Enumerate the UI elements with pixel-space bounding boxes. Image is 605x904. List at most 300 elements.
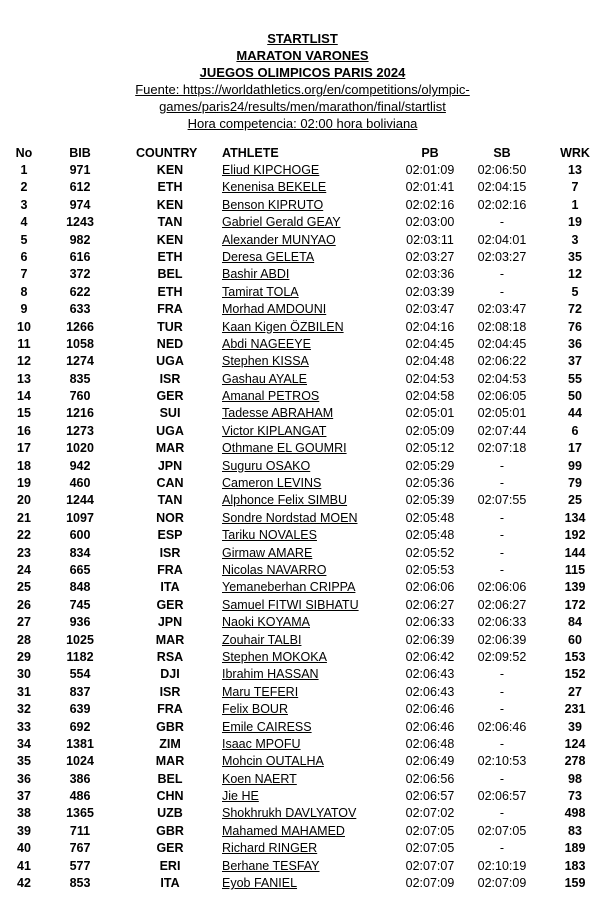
row-no: 34	[17, 736, 31, 751]
row-sb: 02:07:44	[477, 423, 527, 438]
row-no: 13	[17, 371, 31, 386]
row-sb: -	[499, 684, 505, 699]
row-pb: 02:05:48	[405, 528, 455, 543]
athlete-link[interactable]: Tadesse ABRAHAM	[222, 406, 334, 421]
row-sb: -	[499, 528, 505, 543]
athlete-link[interactable]: Tamirat TOLA	[222, 284, 299, 299]
row-country: FRA	[157, 302, 183, 317]
row-pb: 02:04:16	[405, 319, 455, 334]
table-row	[0, 684, 605, 701]
row-wrk: 498	[564, 806, 586, 821]
row-wrk: 13	[568, 163, 582, 177]
athlete-link[interactable]: Stephen MOKOKA	[222, 649, 327, 664]
athlete-link[interactable]: Jie HE	[222, 789, 259, 804]
row-bib: 1244	[66, 493, 94, 508]
row-sb: 02:08:18	[477, 319, 527, 334]
table-row	[0, 492, 605, 509]
col-header-pb: PB	[421, 146, 439, 160]
row-pb: 02:01:41	[405, 180, 455, 195]
table-row	[0, 579, 605, 596]
row-wrk: 99	[568, 458, 582, 473]
table-row	[0, 545, 605, 562]
row-no: 31	[17, 684, 31, 699]
row-bib: 577	[69, 858, 91, 873]
row-country: NED	[156, 336, 184, 351]
source-link-line2[interactable]: games/paris24/results/men/marathon/final/startlist	[159, 99, 446, 114]
row-pb: 02:06:57	[405, 789, 455, 804]
startlist-table	[0, 145, 605, 892]
row-bib: 1024	[66, 754, 94, 769]
row-pb: 02:07:05	[405, 841, 455, 856]
row-wrk: 60	[568, 632, 582, 647]
row-pb: 02:06:43	[405, 667, 455, 682]
row-bib: 711	[69, 823, 91, 838]
row-pb: 02:05:36	[405, 476, 455, 491]
row-no: 14	[17, 389, 31, 404]
row-no: 29	[17, 649, 31, 664]
row-bib: 760	[69, 389, 91, 404]
athlete-link[interactable]: Isaac MPOFU	[222, 736, 301, 751]
row-bib: 665	[69, 562, 91, 577]
row-sb: -	[499, 702, 505, 717]
row-bib: 554	[69, 667, 91, 682]
row-country: TAN	[157, 493, 183, 508]
row-no: 40	[17, 841, 31, 856]
athlete-link[interactable]: Girmaw AMARE	[222, 545, 313, 560]
row-wrk: 7	[571, 180, 579, 195]
row-pb: 02:05:12	[405, 441, 455, 456]
row-wrk: 144	[564, 545, 586, 560]
row-pb: 02:05:48	[405, 510, 455, 525]
row-bib: 1025	[66, 632, 94, 647]
table-row	[0, 753, 605, 770]
row-bib: 767	[69, 841, 91, 856]
row-sb: 02:04:15	[477, 180, 527, 195]
row-bib: 460	[69, 476, 91, 491]
row-pb: 02:03:00	[405, 215, 455, 230]
athlete-link[interactable]: Suguru OSAKO	[222, 458, 311, 473]
row-bib: 386	[69, 771, 91, 786]
row-bib: 1381	[66, 736, 94, 751]
row-wrk: 6	[571, 423, 579, 438]
row-country: ETH	[157, 180, 183, 195]
row-wrk: 84	[568, 615, 582, 630]
games-title: JUEGOS OLIMPICOS PARIS 2024	[199, 65, 406, 80]
table-body	[0, 162, 605, 892]
row-sb: 02:06:39	[477, 632, 527, 647]
athlete-link[interactable]: Yemaneberhan CRIPPA	[222, 580, 356, 595]
row-pb: 02:02:16	[405, 197, 455, 212]
table-row	[0, 875, 605, 892]
source-link-line1[interactable]: Fuente: https://worldathletics.org/en/competitions/olympic-	[135, 82, 470, 97]
row-sb: 02:07:55	[477, 493, 527, 508]
row-no: 15	[17, 406, 31, 421]
row-pb: 02:03:27	[405, 249, 455, 264]
row-wrk: 134	[564, 510, 586, 525]
table-row	[0, 371, 605, 388]
row-bib: 622	[69, 284, 91, 299]
athlete-link[interactable]: Morhad AMDOUNI	[222, 302, 327, 317]
row-bib: 1266	[66, 319, 94, 334]
row-no: 6	[20, 249, 28, 264]
row-pb: 02:06:42	[405, 649, 455, 664]
table-row	[0, 823, 605, 840]
row-country: MAR	[155, 754, 185, 769]
col-header-country: COUNTRY	[136, 146, 198, 160]
row-country: ISR	[159, 684, 181, 699]
row-wrk: 27	[568, 684, 582, 699]
row-no: 18	[17, 458, 31, 473]
athlete-link[interactable]: Felix BOUR	[222, 702, 288, 717]
row-pb: 02:06:39	[405, 632, 455, 647]
row-wrk: 36	[568, 336, 582, 351]
row-no: 21	[17, 510, 31, 525]
table-row	[0, 666, 605, 683]
athlete-link[interactable]: Ibrahim HASSAN	[222, 667, 319, 682]
row-no: 20	[17, 493, 31, 508]
row-no: 10	[17, 319, 31, 334]
row-wrk: 79	[568, 476, 582, 491]
table-row	[0, 197, 605, 214]
row-sb: 02:07:05	[477, 823, 527, 838]
row-bib: 837	[69, 684, 91, 699]
row-country: NOR	[156, 510, 184, 525]
athlete-link[interactable]: Samuel FITWI SIBHATU	[222, 597, 359, 612]
row-wrk: 55	[568, 371, 582, 386]
table-row	[0, 858, 605, 875]
row-wrk: 189	[564, 841, 586, 856]
row-pb: 02:05:09	[405, 423, 455, 438]
row-pb: 02:03:11	[406, 232, 454, 247]
table-row	[0, 440, 605, 457]
row-pb: 02:05:52	[405, 545, 455, 560]
row-pb: 02:04:58	[405, 389, 455, 404]
row-sb: -	[499, 736, 505, 751]
row-sb: -	[499, 841, 505, 856]
row-no: 17	[17, 441, 31, 456]
row-pb: 02:07:02	[405, 806, 455, 821]
row-no: 37	[17, 789, 31, 804]
athlete-link[interactable]: Cameron LEVINS	[222, 476, 322, 491]
row-no: 1	[20, 163, 28, 177]
row-pb: 02:01:09	[405, 163, 455, 177]
row-bib: 486	[69, 789, 91, 804]
row-sb: 02:02:16	[477, 197, 527, 212]
row-no: 36	[17, 771, 31, 786]
row-country: UGA	[156, 354, 184, 369]
row-country: CHN	[156, 789, 184, 804]
row-wrk: 231	[564, 702, 586, 717]
row-pb: 02:04:48	[405, 354, 455, 369]
athlete-link[interactable]: Maru TEFERI	[222, 684, 299, 699]
row-no: 3	[20, 197, 28, 212]
table-row	[0, 771, 605, 788]
row-no: 19	[17, 476, 31, 491]
athlete-link[interactable]: Gashau AYALE	[222, 371, 308, 386]
table-row	[0, 179, 605, 196]
athlete-link[interactable]: Bashir ABDI	[222, 267, 290, 282]
athlete-link[interactable]: Amanal PETROS	[222, 389, 320, 404]
row-country: ERI	[159, 858, 181, 873]
athlete-link[interactable]: Naoki KOYAMA	[222, 615, 310, 630]
row-country: ETH	[157, 284, 183, 299]
table-row	[0, 597, 605, 614]
row-sb: 02:10:53	[477, 754, 527, 769]
row-no: 27	[17, 615, 31, 630]
athlete-link[interactable]: Tariku NOVALES	[222, 528, 317, 543]
row-bib: 1243	[66, 215, 94, 230]
row-no: 9	[20, 302, 28, 317]
table-row	[0, 284, 605, 301]
athlete-link[interactable]: Berhane TESFAY	[222, 858, 320, 873]
row-no: 30	[17, 667, 31, 682]
row-wrk: 124	[564, 736, 586, 751]
row-bib: 942	[69, 458, 91, 473]
row-country: ESP	[157, 528, 183, 543]
row-no: 35	[17, 754, 31, 769]
table-row	[0, 336, 605, 353]
source-info	[0, 81, 605, 132]
row-wrk: 44	[568, 406, 582, 421]
row-pb: 02:06:46	[405, 719, 455, 734]
row-sb: -	[499, 284, 505, 299]
row-wrk: 37	[568, 354, 582, 369]
row-pb: 02:06:46	[405, 702, 455, 717]
row-no: 24	[17, 562, 31, 577]
row-pb: 02:03:36	[405, 267, 455, 282]
row-sb: 02:10:19	[477, 858, 527, 873]
row-wrk: 152	[564, 667, 586, 682]
row-no: 4	[20, 215, 28, 230]
athlete-link[interactable]: Alphonce Felix SIMBU	[222, 493, 348, 508]
row-no: 42	[17, 876, 31, 891]
row-pb: 02:03:47	[405, 302, 455, 317]
row-wrk: 17	[568, 441, 582, 456]
row-country: FRA	[157, 562, 183, 577]
row-wrk: 25	[568, 493, 582, 508]
row-country: ITA	[160, 580, 180, 595]
row-country: TUR	[157, 319, 183, 334]
row-bib: 633	[69, 302, 91, 317]
row-wrk: 19	[568, 215, 582, 230]
row-no: 8	[20, 284, 28, 299]
row-pb: 02:06:33	[405, 615, 455, 630]
row-sb: 02:06:27	[477, 597, 527, 612]
row-country: BEL	[157, 771, 183, 786]
athlete-link[interactable]: Gabriel Gerald GEAY	[222, 215, 341, 230]
row-sb: -	[499, 806, 505, 821]
row-no: 23	[17, 545, 31, 560]
row-no: 12	[17, 354, 31, 369]
row-bib: 692	[69, 719, 91, 734]
athlete-link[interactable]: Kaan Kigen ÖZBILEN	[222, 319, 344, 334]
row-no: 25	[17, 580, 31, 595]
row-sb: 02:07:18	[477, 441, 527, 456]
table-row	[0, 736, 605, 753]
table-row	[0, 527, 605, 544]
table-row	[0, 405, 605, 422]
row-country: ETH	[157, 249, 183, 264]
row-country: JPN	[157, 615, 183, 630]
document-header	[0, 30, 605, 81]
athlete-link[interactable]: Mohcin OUTALHA	[222, 754, 324, 769]
row-country: KEN	[156, 163, 184, 177]
athlete-link[interactable]: Abdi NAGEEYE	[222, 336, 311, 351]
row-wrk: 35	[568, 249, 582, 264]
row-sb: 02:09:52	[477, 649, 527, 664]
table-row	[0, 719, 605, 736]
athlete-link[interactable]: Victor KIPLANGAT	[222, 423, 327, 438]
row-no: 7	[20, 267, 28, 282]
row-sb: 02:06:06	[477, 580, 527, 595]
row-country: TAN	[157, 215, 183, 230]
row-sb: 02:06:50	[477, 163, 527, 177]
row-bib: 1097	[66, 510, 94, 525]
row-wrk: 12	[568, 267, 582, 282]
athlete-link[interactable]: Benson KIPRUTO	[222, 197, 324, 212]
row-pb: 02:06:43	[405, 684, 455, 699]
table-row	[0, 788, 605, 805]
row-country: RSA	[156, 649, 184, 664]
row-wrk: 98	[568, 771, 582, 786]
row-wrk: 183	[564, 858, 586, 873]
athlete-link[interactable]: Nicolas NAVARRO	[222, 562, 327, 577]
row-no: 22	[17, 528, 31, 543]
table-row	[0, 805, 605, 822]
table-row	[0, 614, 605, 631]
row-sb: -	[499, 458, 505, 473]
row-country: ZIM	[159, 736, 181, 751]
col-header-athlete: ATHLETE	[222, 146, 279, 160]
row-no: 41	[17, 858, 31, 873]
row-no: 5	[20, 232, 28, 247]
athlete-link[interactable]: Eliud KIPCHOGE	[222, 163, 320, 177]
row-wrk: 159	[564, 876, 586, 891]
table-row	[0, 510, 605, 527]
row-wrk: 115	[564, 562, 586, 577]
row-pb: 02:07:07	[405, 858, 455, 873]
table-row	[0, 649, 605, 666]
row-no: 11	[17, 336, 31, 351]
row-bib: 835	[69, 371, 91, 386]
table-row	[0, 840, 605, 857]
row-bib: 639	[69, 702, 91, 717]
row-pb: 02:04:45	[405, 336, 455, 351]
row-sb: 02:04:01	[477, 232, 527, 247]
athlete-link[interactable]: Mahamed MAHAMED	[222, 823, 345, 838]
athlete-link[interactable]: Stephen KISSA	[222, 354, 309, 369]
row-sb: -	[499, 215, 505, 230]
row-no: 32	[17, 702, 31, 717]
athlete-link[interactable]: Eyob FANIEL	[222, 876, 298, 891]
athlete-link[interactable]: Richard RINGER	[222, 841, 318, 856]
table-row	[0, 214, 605, 231]
row-country: GBR	[156, 823, 184, 838]
event-title: MARATON VARONES	[236, 48, 369, 63]
athlete-link[interactable]: Shokhrukh DAVLYATOV	[222, 806, 357, 821]
row-no: 38	[17, 806, 31, 821]
athlete-link[interactable]: Othmane EL GOUMRI	[222, 441, 347, 456]
row-sb: 02:06:22	[477, 354, 527, 369]
athlete-link[interactable]: Zouhair TALBI	[222, 632, 302, 647]
competition-time: Hora competencia: 02:00 hora boliviana	[187, 116, 418, 131]
row-bib: 600	[69, 528, 91, 543]
table-row	[0, 632, 605, 649]
row-bib: 936	[69, 615, 91, 630]
row-sb: 02:07:09	[477, 876, 527, 891]
athlete-link[interactable]: Kenenisa BEKELE	[222, 180, 327, 195]
row-country: MAR	[155, 441, 185, 456]
row-pb: 02:05:53	[405, 562, 455, 577]
row-country: KEN	[156, 197, 184, 212]
athlete-link[interactable]: Koen NAERT	[222, 771, 297, 786]
row-pb: 02:03:39	[405, 284, 455, 299]
row-sb: -	[499, 667, 505, 682]
row-sb: -	[499, 267, 505, 282]
row-pb: 02:07:09	[405, 876, 455, 891]
row-pb: 02:05:29	[405, 458, 455, 473]
row-country: ISR	[159, 545, 181, 560]
row-country: GER	[156, 597, 184, 612]
row-wrk: 73	[568, 789, 582, 804]
row-bib: 1020	[66, 441, 94, 456]
row-bib: 745	[69, 597, 91, 612]
table-row	[0, 458, 605, 475]
row-wrk: 172	[564, 597, 586, 612]
row-sb: 02:03:27	[477, 249, 527, 264]
athlete-link[interactable]: Sondre Nordstad MOEN	[222, 510, 358, 525]
row-sb: -	[499, 771, 505, 786]
row-pb: 02:05:39	[405, 493, 455, 508]
athlete-link[interactable]: Alexander MUNYAO	[222, 232, 336, 247]
row-bib: 612	[69, 180, 91, 195]
row-wrk: 1	[571, 197, 579, 212]
table-row	[0, 562, 605, 579]
row-no: 28	[17, 632, 31, 647]
row-bib: 1058	[66, 336, 94, 351]
row-pb: 02:04:53	[405, 371, 455, 386]
row-country: UZB	[157, 806, 183, 821]
athlete-link[interactable]: Emile CAIRESS	[222, 719, 312, 734]
row-country: CAN	[156, 476, 184, 491]
table-row	[0, 232, 605, 249]
row-wrk: 76	[568, 319, 582, 334]
row-pb: 02:06:48	[405, 736, 455, 751]
row-no: 39	[17, 823, 31, 838]
row-country: KEN	[156, 232, 184, 247]
athlete-link[interactable]: Deresa GELETA	[222, 249, 315, 264]
row-bib: 1216	[66, 406, 94, 421]
row-country: GER	[156, 841, 184, 856]
row-sb: -	[499, 545, 505, 560]
table-row	[0, 353, 605, 370]
col-header-bib: BIB	[69, 146, 91, 160]
row-sb: 02:04:45	[477, 336, 527, 351]
row-no: 33	[17, 719, 31, 734]
row-pb: 02:06:27	[405, 597, 455, 612]
row-pb: 02:05:01	[405, 406, 455, 421]
col-header-sb: SB	[493, 146, 511, 160]
row-sb: 02:04:53	[477, 371, 527, 386]
row-sb: 02:06:05	[477, 389, 527, 404]
row-country: BEL	[157, 267, 183, 282]
row-pb: 02:06:56	[405, 771, 455, 786]
table-row	[0, 266, 605, 283]
row-bib: 848	[69, 580, 91, 595]
row-country: JPN	[157, 458, 183, 473]
row-sb: 02:06:33	[477, 615, 527, 630]
row-wrk: 39	[568, 719, 582, 734]
